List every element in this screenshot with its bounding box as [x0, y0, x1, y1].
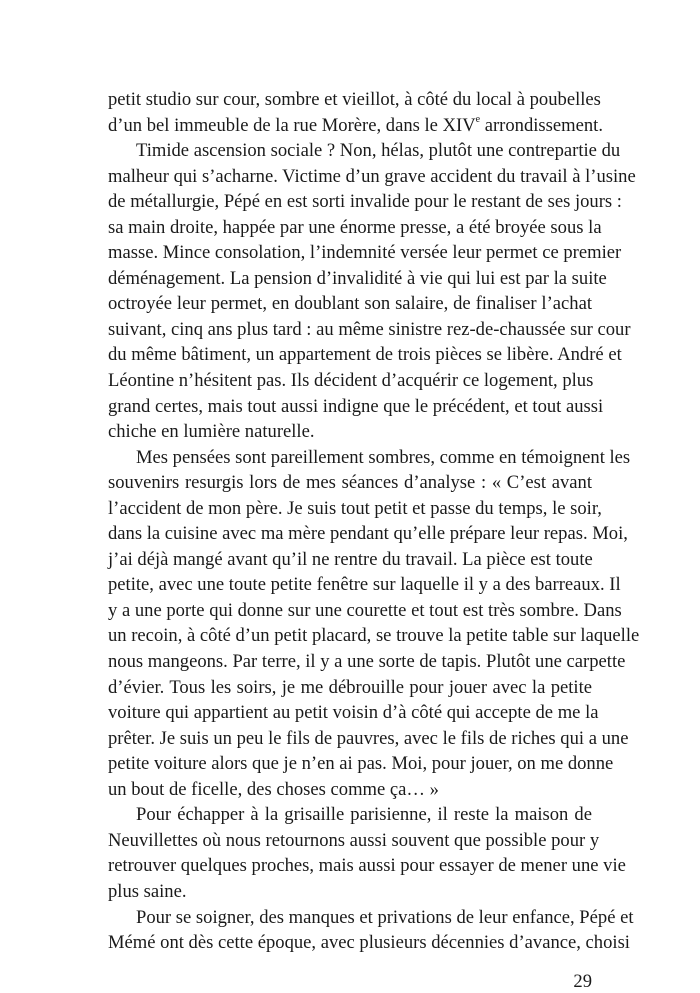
text-line	[108, 164, 636, 190]
line-text: chiche en lumière naturelle.	[108, 421, 315, 443]
line-text: grand certes, mais tout aussi indigne que le précédent, et tout aussi	[108, 395, 604, 417]
text-line	[108, 853, 626, 879]
line-text: plus saine.	[108, 880, 187, 902]
text-line	[108, 113, 603, 139]
line-text: dans la cuisine avec ma mère pendant qu’elle prépare leur repas. Moi,	[108, 523, 628, 545]
line-text: petite voiture alors que je n’en ai pas. Moi, pour jouer, on me donne	[108, 753, 614, 775]
superscript: e	[475, 113, 481, 125]
text-line	[108, 547, 592, 573]
text-line	[108, 496, 602, 522]
text-line	[108, 649, 626, 675]
text-line	[108, 138, 621, 164]
text-line	[108, 266, 607, 292]
line-text: un recoin, à côté d’un petit placard, se trouve la petite table sur laquelle	[108, 625, 640, 647]
line-text: d’évier. Tous les soirs, je me débrouille pour jouer avec la petite	[108, 676, 592, 698]
line-text: suivant, cinq ans plus tard : au même sinistre rez-de-chaussée sur cour	[108, 318, 631, 340]
text-line	[108, 445, 631, 471]
line-text: prêter. Je suis un peu le fils de pauvres, avec le fils de riches qui a une	[108, 727, 629, 749]
text-line	[108, 419, 592, 445]
text-line	[108, 342, 622, 368]
page-number: 29	[573, 971, 592, 992]
line-text: Pour échapper à la grisaille parisienne, il reste la maison de	[136, 804, 592, 826]
text-line	[108, 240, 622, 266]
line-text: sa main droite, happée par une énorme presse, a été broyée sous la	[108, 216, 602, 238]
line-text: un bout de ficelle, des choses comme ça… »	[108, 778, 439, 800]
text-line	[108, 368, 592, 394]
line-text: Timide ascension sociale ? Non, hélas, plutôt une contrepartie du	[136, 140, 621, 162]
text-line	[108, 598, 622, 624]
text-line	[108, 394, 604, 420]
text-line	[108, 317, 631, 343]
text-line	[108, 470, 592, 496]
text-line	[108, 905, 634, 931]
text-line	[108, 521, 628, 547]
text-line	[108, 189, 622, 215]
line-text: y a une porte qui donne sur une courette et tout est très sombre. Dans	[108, 599, 622, 621]
line-text: Léontine n’hésitent pas. Ils décident d’acquérir ce logement, plus	[108, 370, 594, 392]
text-line	[108, 623, 640, 649]
line-text: du même bâtiment, un appartement de trois pièces se libère. André et	[108, 344, 622, 366]
text-line	[108, 291, 592, 317]
text-line	[108, 572, 621, 598]
line-text: nous mangeons. Par terre, il y a une sorte de tapis. Plutôt une carpette	[108, 651, 626, 673]
text-line	[108, 879, 592, 905]
text-line	[108, 777, 592, 803]
line-text: Mes pensées sont pareillement sombres, comme en témoignent les	[136, 446, 631, 468]
line-text: j’ai déjà mangé avant qu’il ne rentre du travail. La pièce est toute	[108, 548, 593, 570]
text-line	[108, 802, 592, 828]
line-text: petit studio sur cour, sombre et vieillot, à côté du local à poubelles	[108, 89, 601, 110]
line-text: l’accident de mon père. Je suis tout petit et passe du temps, le soir,	[108, 497, 602, 519]
line-text: Mémé ont dès cette époque, avec plusieurs décennies d’avance, choisi	[108, 932, 630, 954]
line-text: Pour se soigner, des manques et privations de leur enfance, Pépé et	[136, 906, 634, 928]
line-text: voiture qui appartient au petit voisin d’à côté qui accepte de me la	[108, 702, 599, 724]
line-text: d’un bel immeuble de la rue Morère, dans le XIV	[108, 114, 476, 136]
line-text: malheur qui s’acharne. Victime d’un grave accident du travail à l’usine	[108, 165, 636, 187]
text-line	[108, 751, 614, 777]
line-text: petite, avec une toute petite fenêtre sur laquelle il y a des barreaux. Il	[108, 574, 621, 596]
line-text: retrouver quelques proches, mais aussi pour essayer de mener une vie	[108, 855, 626, 877]
text-line	[108, 215, 602, 241]
text-line	[108, 930, 630, 956]
line-text: déménagement. La pension d’invalidité à vie qui lui est par la suite	[108, 267, 607, 289]
line-text: de métallurgie, Pépé en est sorti invalide pour le restant de ses jours :	[108, 191, 622, 213]
body-text	[108, 87, 640, 956]
line-text: souvenirs resurgis lors de mes séances d’analyse : « C’est avant	[108, 472, 592, 494]
text-line	[108, 726, 629, 752]
line-text: octroyée leur permet, en doublant son salaire, de finaliser l’achat	[108, 293, 592, 315]
text-line	[108, 675, 592, 701]
line-text: Neuvillettes où nous retournons aussi souvent que possible pour y	[108, 829, 600, 851]
line-text: masse. Mince consolation, l’indemnité versée leur permet ce premier	[108, 242, 622, 264]
text-line	[108, 700, 599, 726]
text-line	[108, 828, 600, 854]
line-text-after: arrondissement.	[480, 114, 603, 136]
text-line	[108, 87, 601, 113]
